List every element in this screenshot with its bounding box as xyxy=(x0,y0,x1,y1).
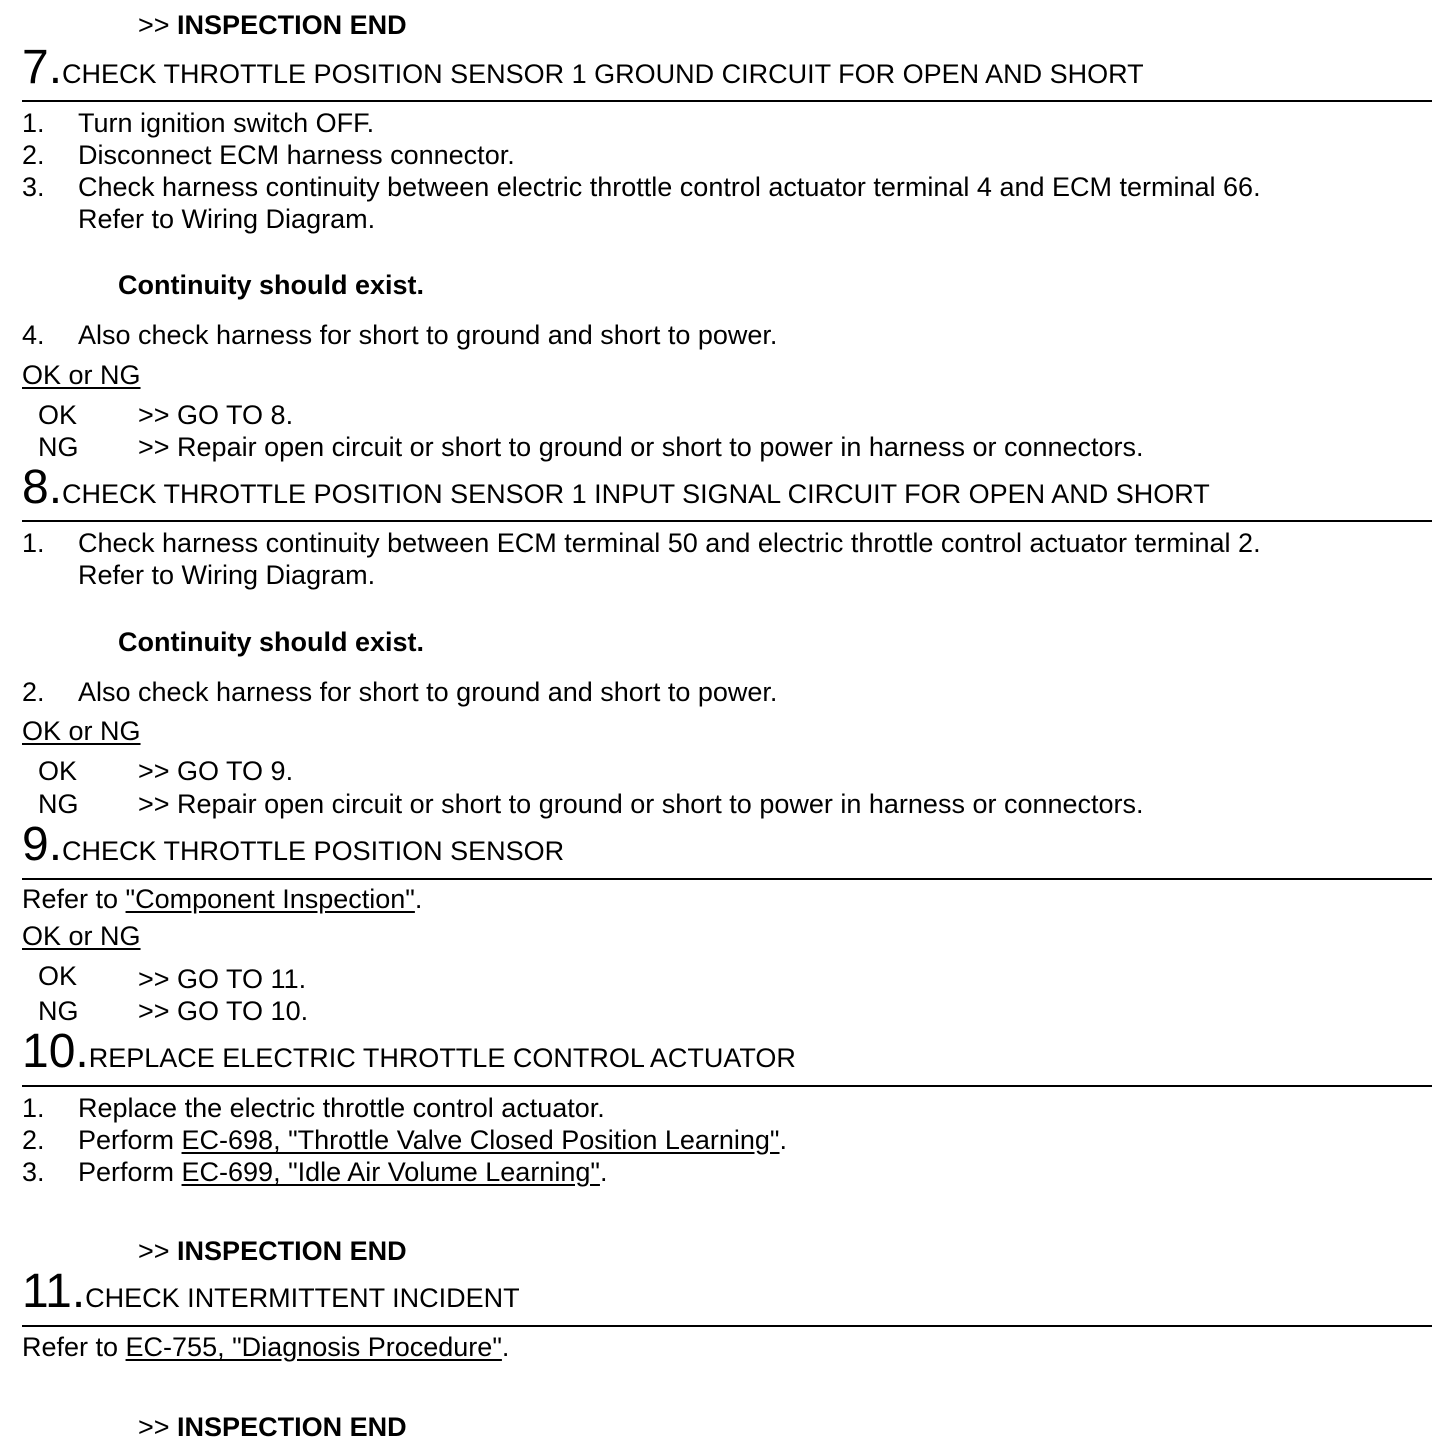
perform-text: Perform xyxy=(78,1125,182,1155)
ok-label: OK xyxy=(38,400,78,430)
ng-result: >> GO TO 10. xyxy=(138,996,309,1026)
list-item: Disconnect ECM harness connector. xyxy=(78,140,515,170)
divider xyxy=(22,1325,1432,1327)
list-number: 4. xyxy=(22,320,45,350)
list-item: Also check harness for short to ground and short to power. xyxy=(78,677,778,707)
list-item: Check harness continuity between ECM terminal 50 and electric throttle control actuator terminal 2. xyxy=(78,528,1261,558)
ng-label: NG xyxy=(38,789,79,819)
list-item: Turn ignition switch OFF. xyxy=(78,108,375,138)
step-8-header xyxy=(22,461,1210,514)
inspection-end-label: INSPECTION END xyxy=(177,10,407,40)
list-item xyxy=(78,1127,787,1154)
step-number: 11. xyxy=(22,1265,86,1318)
list-number: 3. xyxy=(22,172,45,202)
list-number: 2. xyxy=(22,1125,45,1155)
ok-label: OK xyxy=(38,756,78,786)
ng-label: NG xyxy=(38,432,79,462)
list-item: Also check harness for short to ground and short to power. xyxy=(78,320,778,350)
list-item: Check harness continuity between electric throttle control actuator terminal 4 and ECM terminal 66. xyxy=(78,172,1261,202)
step-9-header xyxy=(22,818,565,871)
inspection-end-10 xyxy=(138,1238,407,1265)
list-number: 1. xyxy=(22,108,45,138)
step-10-header xyxy=(22,1025,796,1078)
ok-label: OK xyxy=(38,961,78,991)
list-number: 2. xyxy=(22,677,45,707)
ok-result: >> GO TO 8. xyxy=(138,400,294,430)
list-number: 3. xyxy=(22,1157,45,1187)
list-item xyxy=(78,1159,607,1186)
refer-to-text: Refer to xyxy=(22,1332,126,1362)
ng-label: NG xyxy=(38,996,79,1026)
step-title: CHECK THROTTLE POSITION SENSOR 1 GROUND CIRCUIT FOR OPEN AND SHORT xyxy=(62,59,1144,89)
step-title: CHECK THROTTLE POSITION SENSOR 1 INPUT SIGNAL CIRCUIT FOR OPEN AND SHORT xyxy=(62,479,1210,509)
list-number: 1. xyxy=(22,528,45,558)
ok-or-ng-heading: OK or NG xyxy=(22,921,141,951)
divider xyxy=(22,878,1432,880)
divider xyxy=(22,1085,1432,1087)
ng-result: >> Repair open circuit or short to ground or short to power in harness or connectors. xyxy=(138,432,1144,462)
refer-line xyxy=(22,1334,509,1361)
inspection-end-prefix: >> xyxy=(138,10,178,40)
note-continuity: Continuity should exist. xyxy=(118,270,425,300)
period: . xyxy=(414,884,423,914)
step-title: REPLACE ELECTRIC THROTTLE CONTROL ACTUATOR xyxy=(88,1043,796,1073)
step-title: CHECK THROTTLE POSITION SENSOR xyxy=(62,836,565,866)
refer-to-text: Refer to xyxy=(22,884,126,914)
step-number: 8. xyxy=(22,461,63,514)
inspection-end-label: INSPECTION END xyxy=(177,1412,407,1442)
list-item: Refer to Wiring Diagram. xyxy=(78,560,376,590)
inspection-end-top xyxy=(138,12,407,39)
throttle-valve-learning-link[interactable]: EC-698, "Throttle Valve Closed Position Learning" xyxy=(181,1125,780,1155)
period: . xyxy=(779,1125,788,1155)
diagnosis-procedure-link[interactable]: EC-755, "Diagnosis Procedure" xyxy=(125,1332,502,1362)
ng-result: >> Repair open circuit or short to ground or short to power in harness or connectors. xyxy=(138,789,1144,819)
inspection-end-prefix: >> xyxy=(138,1412,178,1442)
inspection-end-label: INSPECTION END xyxy=(177,1236,407,1266)
ok-result: >> GO TO 11. xyxy=(138,964,307,994)
note-continuity: Continuity should exist. xyxy=(118,627,425,657)
period: . xyxy=(599,1157,608,1187)
perform-text: Perform xyxy=(78,1157,182,1187)
ok-result: >> GO TO 9. xyxy=(138,756,294,786)
step-number: 10. xyxy=(22,1025,89,1078)
inspection-end-prefix: >> xyxy=(138,1236,178,1266)
list-item: Refer to Wiring Diagram. xyxy=(78,204,376,234)
step-number: 9. xyxy=(22,818,63,871)
list-number: 2. xyxy=(22,140,45,170)
step-number: 7. xyxy=(22,41,63,94)
step-7-header xyxy=(22,41,1144,94)
ok-or-ng-heading: OK or NG xyxy=(22,716,141,746)
period: . xyxy=(501,1332,510,1362)
inspection-end-11 xyxy=(138,1414,407,1441)
divider xyxy=(22,100,1432,102)
component-inspection-link[interactable]: "Component Inspection" xyxy=(125,884,415,914)
refer-line xyxy=(22,886,422,913)
list-item: Replace the electric throttle control actuator. xyxy=(78,1093,605,1123)
list-number: 1. xyxy=(22,1093,45,1123)
idle-air-volume-learning-link[interactable]: EC-699, "Idle Air Volume Learning" xyxy=(181,1157,600,1187)
step-11-header xyxy=(22,1265,520,1318)
ok-or-ng-heading: OK or NG xyxy=(22,360,141,390)
divider xyxy=(22,520,1432,522)
step-title: CHECK INTERMITTENT INCIDENT xyxy=(85,1283,520,1313)
